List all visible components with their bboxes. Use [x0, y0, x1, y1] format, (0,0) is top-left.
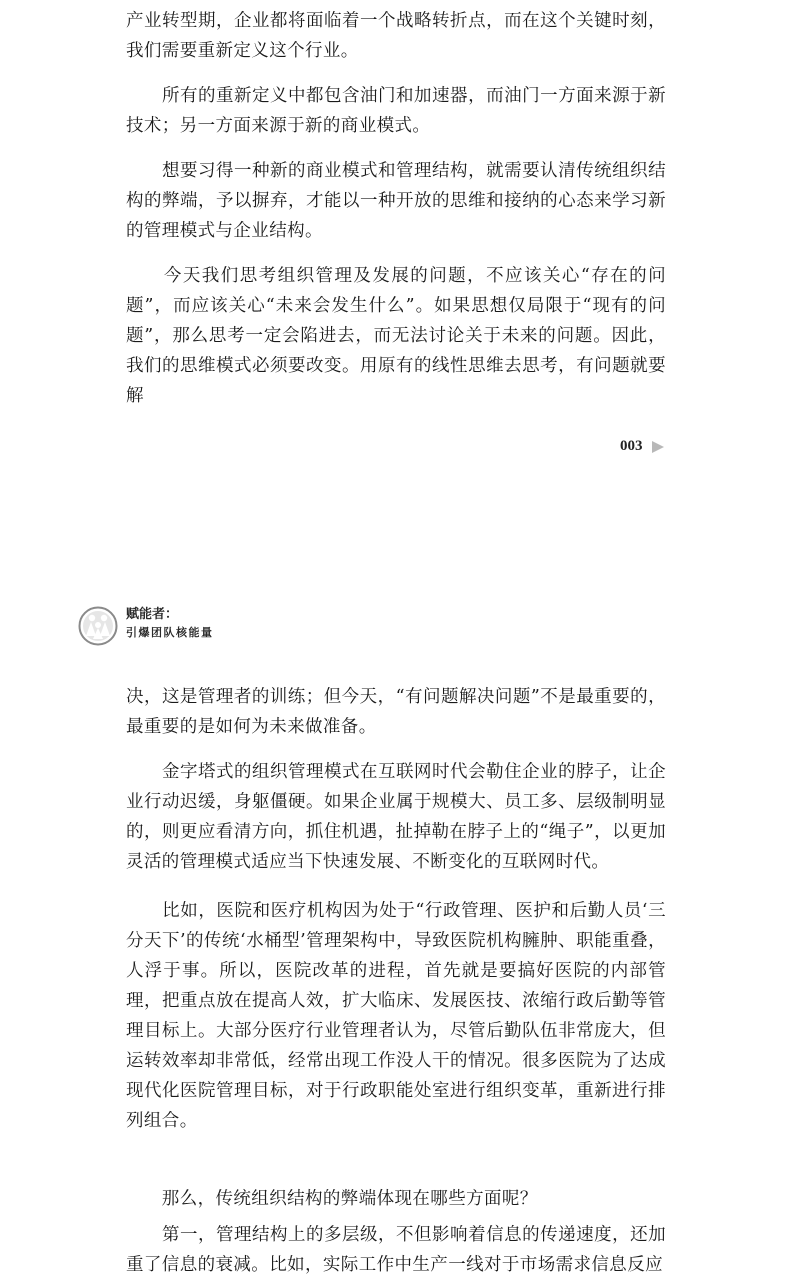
book-logo-icon [78, 606, 118, 646]
body-paragraph: 第一，管理结构上的多层级，不但影响着信息的传递速度，还加重了信息的衰减。比如，实际工作中生产一线对于市场需求信息反应 [126, 1225, 666, 1275]
book-title: 赋能者： [126, 607, 179, 622]
body-paragraph: 金字塔式的组织管理模式在互联网时代会勒住企业的脖子，让企业行动迟缓，身躯僵硬。如果企业属于规模大、员工多、层级制明显的，则更应看清方向，抓住机遇，扯掉勒在脖子上的“绳子”，以更加灵活的管理模式适应当下快速发展、不断变化的互联网时代。 [126, 762, 666, 872]
body-paragraph: 所有的重新定义中都包含油门和加速器，而油门一方面来源于新技术；另一方面来源于新的商业模式。 [126, 86, 666, 136]
body-paragraph: 产业转型期，企业都将面临着一个战略转折点，而在这个关键时刻，我们需要重新定义这个行业。 [126, 11, 666, 61]
body-paragraph: 今天我们思考组织管理及发展的问题，不应该关心“存在的问题”，而应该关心“未来会发生什么”。如果思想仅局限于“现有的问题”，那么思考一定会陷进去，而无法讨论关于未来的问题。因此，我们的思维模式必须要改变。用原有的线性思维去思考，有问题就要解 [126, 266, 666, 406]
book-subtitle: 引爆团队核能量 [126, 626, 214, 639]
right-triangle-icon [651, 440, 665, 454]
body-paragraph: 想要习得一种新的商业模式和管理结构，就需要认清传统组织结构的弊端，予以摒弃，才能以一种开放的思维和接纳的心态来学习新的管理模式与企业结构。 [126, 161, 666, 241]
page-footer [620, 438, 665, 455]
body-paragraph: 那么，传统组织结构的弊端体现在哪些方面呢？ [126, 1189, 538, 1209]
body-paragraph: 决，这是管理者的训练；但今天，“有问题解决问题”不是最重要的，最重要的是如何为未来做准备。 [126, 687, 666, 737]
page-number: 003 [620, 438, 643, 454]
body-paragraph: 比如，医院和医疗机构因为处于“行政管理、医护和后勤人员‘三分天下’的传统‘水桶型’管理架构中，导致医院机构臃肿、职能重叠，人浮于事。所以，医院改革的进程，首先就是要搞好医院的内部管理，把重点放在提高人效，扩大临床、发展医技、浓缩行政后勤等管理目标上。大部分医疗行业管理者认为，尽管后勤队伍非常庞大，但运转效率却非常低，经常出现工作没人干的情况。很多医院为了达成现代化医院管理目标，对于行政职能处室进行组织变革，重新进行排列组合。 [126, 901, 666, 1131]
book-title-block [126, 606, 214, 642]
running-header [78, 606, 214, 646]
